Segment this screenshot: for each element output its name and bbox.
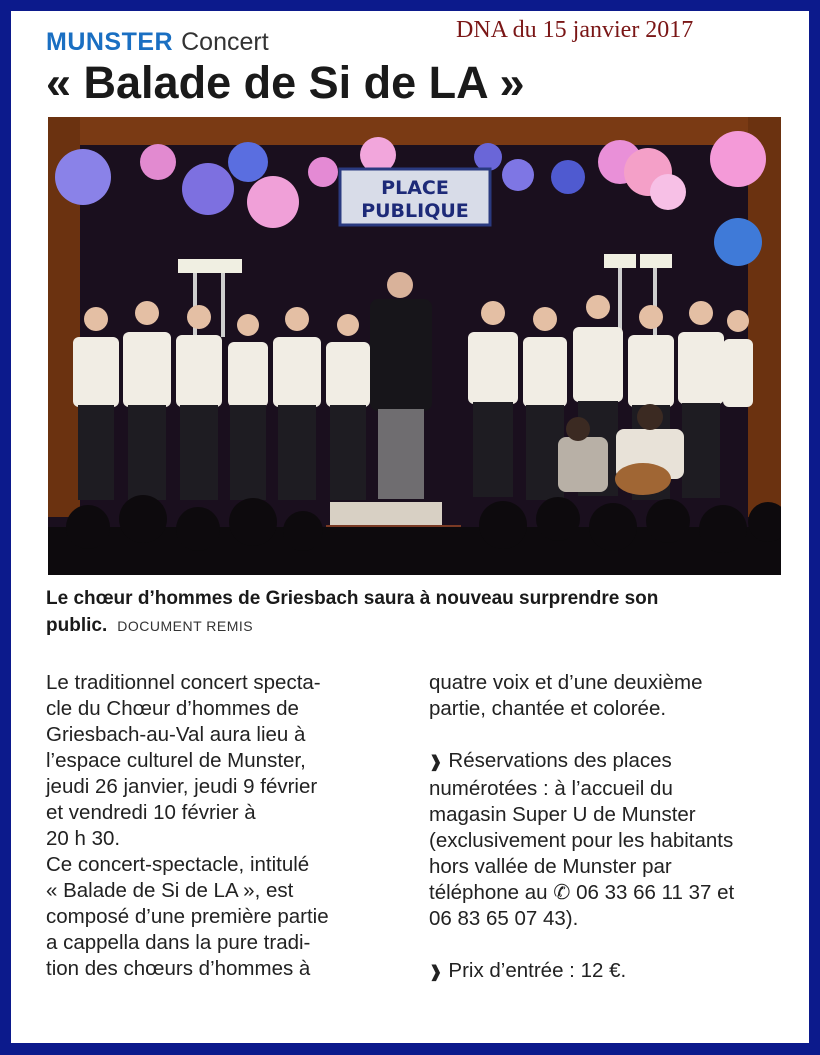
body-line: a cappella dans la pure tradi- [46,931,311,954]
sign-text-1: PLACE [381,177,449,199]
reservation-line: téléphone au ✆ 06 33 66 11 37 et [429,881,735,904]
body-line: tion des chœurs d’hommes à [46,957,311,980]
body-line: Griesbach-au-Val aura lieu à [46,723,306,746]
concert-photo [48,117,781,575]
reservation-line: numérotées : à l’accueil du [429,777,673,800]
article-kicker [46,30,269,55]
reservation-line: hors vallée de Munster par [429,855,672,878]
body-line: et vendredi 10 février à [46,801,256,824]
arrow-bullet-icon: ❱ [429,964,443,981]
reservation-line: magasin Super U de Munster [429,803,696,826]
body-line: partie, chantée et colorée. [429,697,667,720]
article-column-2 [429,670,789,986]
arrow-bullet-icon: ❱ [429,754,443,771]
body-line: l’espace culturel de Munster, [46,749,306,772]
caption-text: Le chœur d’hommes de Griesbach saura à nouveau surprendre son public. [46,588,659,636]
reservation-line: 06 83 65 07 43). [429,907,579,930]
sign-text-2: PUBLIQUE [361,200,469,222]
photo-credit: DOCUMENT REMIS [117,618,254,634]
reservation-line: (exclusivement pour les habitants [429,829,734,852]
body-line: 20 h 30. [46,827,121,850]
body-line: composé d’une première partie [46,905,329,928]
body-line: quatre voix et d’une deuxième [429,671,703,694]
body-line: « Balade de Si de LA », est [46,879,294,902]
body-line: Le traditionnel concert specta- [46,671,321,694]
reservation-line: ❱ Réservations des places [429,749,672,772]
price-line: ❱ Prix d’entrée : 12 €. [429,959,627,982]
section-label: Concert [181,28,269,56]
headline: « Balade de Si de LA » [46,57,525,108]
stage-illustration [48,117,781,575]
body-line: jeudi 26 janvier, jeudi 9 février [46,775,318,798]
location-label: MUNSTER [46,28,174,56]
photo-caption [46,585,786,640]
body-line: cle du Chœur d’hommes de [46,697,299,720]
body-line: Ce concert-spectacle, intitulé [46,853,310,876]
article-column-1 [46,670,416,982]
source-note: DNA du 15 janvier 2017 [456,17,694,43]
conductor [370,272,432,499]
